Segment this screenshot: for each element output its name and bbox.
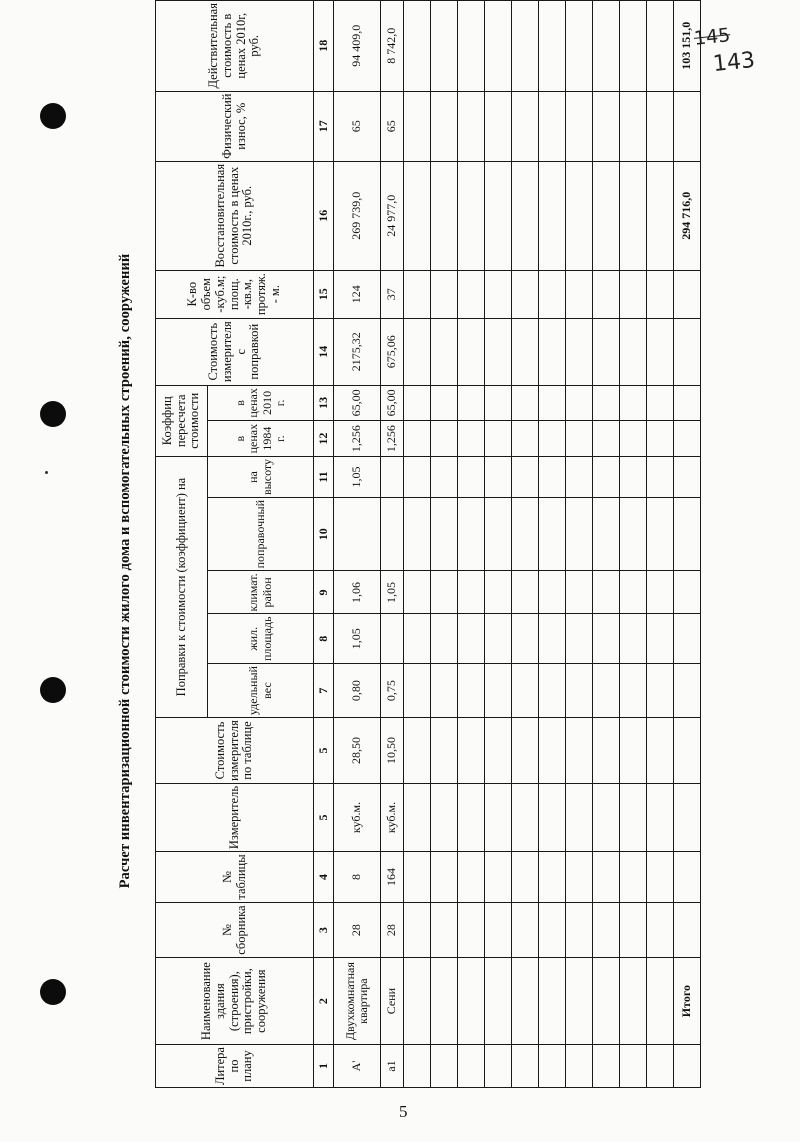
empty-rows — [404, 1, 674, 1088]
cell-empty — [566, 614, 593, 664]
cell-empty — [458, 958, 485, 1045]
cell-empty — [620, 1, 647, 92]
header-izmeritel: Измеритель — [156, 783, 314, 851]
col-number: 14 — [314, 318, 334, 385]
header-popravochny: поправочный — [208, 497, 314, 570]
cell-empty — [431, 958, 458, 1045]
cell-empty — [620, 664, 647, 718]
cell-empty — [593, 318, 620, 385]
cell-empty — [431, 318, 458, 385]
cell-iznos: 65 — [381, 91, 404, 161]
cell-empty — [647, 902, 674, 957]
cell-stoim-popr: 675,06 — [381, 318, 404, 385]
cell-empty — [512, 571, 539, 614]
cell-empty — [593, 161, 620, 270]
empty-row — [593, 1, 620, 1088]
cell-c2010: 65,00 — [334, 385, 381, 421]
cell-empty — [485, 902, 512, 957]
cell-empty — [512, 91, 539, 161]
header-stoim-po-tabl: Стоимость измерителя по таблице — [156, 718, 314, 784]
cell-stoim: 28,50 — [334, 718, 381, 784]
cell-empty — [647, 783, 674, 851]
cell-empty — [620, 385, 647, 421]
cell-empty — [620, 421, 647, 457]
cell-empty — [566, 902, 593, 957]
cell-empty — [431, 421, 458, 457]
cell-empty — [674, 91, 701, 161]
header-litera: Литера по плану — [156, 1045, 314, 1088]
cell-empty — [431, 91, 458, 161]
cell-empty — [404, 421, 431, 457]
cell-empty — [404, 718, 431, 784]
cell-tablitsa: 8 — [334, 852, 381, 903]
cell-udel: 0,80 — [334, 664, 381, 718]
cell-empty — [620, 614, 647, 664]
cell-empty — [458, 1, 485, 92]
cell-empty — [539, 1045, 566, 1088]
cell-empty — [431, 1045, 458, 1088]
header-zhil-pl: жил. площадь — [208, 614, 314, 664]
cell-stoim-popr: 2175,32 — [334, 318, 381, 385]
cell-empty — [647, 318, 674, 385]
cell-empty — [539, 852, 566, 903]
cell-empty — [593, 385, 620, 421]
header-popravki: Поправки к стоимости (коэффициент) на — [156, 457, 208, 718]
cell-empty — [404, 571, 431, 614]
cell-empty — [512, 1, 539, 92]
cell-empty — [674, 457, 701, 498]
empty-row — [647, 1, 674, 1088]
cell-empty — [404, 1045, 431, 1088]
col-number: 9 — [314, 571, 334, 614]
col-number: 12 — [314, 421, 334, 457]
cell-empty — [620, 783, 647, 851]
col-number: 3 — [314, 902, 334, 957]
cell-empty — [512, 852, 539, 903]
empty-row — [404, 1, 431, 1088]
header-c1984: в ценах 1984 г. — [208, 421, 314, 457]
cell-empty — [566, 852, 593, 903]
cell-empty — [566, 783, 593, 851]
cell-empty — [593, 958, 620, 1045]
cell-vosst: 24 977,0 — [381, 161, 404, 270]
valuation-table — [155, 0, 701, 1088]
cell-empty — [566, 385, 593, 421]
cell-empty — [404, 457, 431, 498]
col-number: 2 — [314, 958, 334, 1045]
cell-empty — [485, 783, 512, 851]
cell-empty — [458, 385, 485, 421]
cell-vosst: 269 739,0 — [334, 161, 381, 270]
cell-name: Сени — [381, 958, 404, 1045]
cell-empty — [539, 614, 566, 664]
cell-tablitsa: 164 — [381, 852, 404, 903]
cell-c2010: 65,00 — [381, 385, 404, 421]
cell-empty — [485, 1, 512, 92]
cell-empty — [539, 270, 566, 318]
cell-empty — [458, 161, 485, 270]
cell-empty — [620, 1045, 647, 1088]
empty-row — [620, 1, 647, 1088]
cell-empty — [404, 318, 431, 385]
cell-empty — [539, 1, 566, 92]
cell-kolvo: 37 — [381, 270, 404, 318]
cell-empty — [674, 614, 701, 664]
header-kolvo: К-во объем -куб.м; площ. -кв.м, протяж. - м. — [156, 270, 314, 318]
cell-empty — [593, 1, 620, 92]
cell-empty — [458, 318, 485, 385]
cell-empty — [404, 852, 431, 903]
cell-empty — [593, 457, 620, 498]
cell-empty — [539, 91, 566, 161]
cell-empty — [404, 783, 431, 851]
cell-empty — [485, 91, 512, 161]
cell-empty — [539, 902, 566, 957]
cell-empty — [566, 1045, 593, 1088]
cell-empty — [431, 614, 458, 664]
cell-empty — [431, 161, 458, 270]
cell-empty — [431, 902, 458, 957]
header-tablitsa: № таблицы — [156, 852, 314, 903]
cell-empty — [431, 783, 458, 851]
cell-empty — [674, 718, 701, 784]
cell-empty — [512, 161, 539, 270]
cell-empty — [404, 958, 431, 1045]
cell-empty — [593, 421, 620, 457]
cell-empty — [485, 852, 512, 903]
cell-klim: 1,05 — [381, 571, 404, 614]
header-sbornik: № сборника — [156, 902, 314, 957]
cell-empty — [647, 457, 674, 498]
cell-empty — [458, 852, 485, 903]
cell-empty — [485, 421, 512, 457]
col-number: 1 — [314, 1045, 334, 1088]
cell-c1984: 1,256 — [334, 421, 381, 457]
cell-empty — [539, 783, 566, 851]
cell-empty — [458, 497, 485, 570]
empty-row — [566, 1, 593, 1088]
col-number: 7 — [314, 664, 334, 718]
cell-empty — [458, 421, 485, 457]
cell-empty — [539, 664, 566, 718]
cell-deistv: 8 742,0 — [381, 1, 404, 92]
cell-popr — [334, 497, 381, 570]
cell-empty — [458, 718, 485, 784]
cell-izmeritel: куб.м. — [381, 783, 404, 851]
cell-empty — [674, 421, 701, 457]
col-number: 8 — [314, 614, 334, 664]
cell-empty — [674, 902, 701, 957]
cell-empty — [647, 385, 674, 421]
cell-empty — [512, 385, 539, 421]
cell-empty — [620, 457, 647, 498]
cell-empty — [566, 958, 593, 1045]
col-number: 5 — [314, 783, 334, 851]
cell-empty — [485, 1045, 512, 1088]
cell-empty — [647, 161, 674, 270]
cell-empty — [674, 385, 701, 421]
cell-empty — [674, 497, 701, 570]
cell-popr — [381, 497, 404, 570]
cell-zhil: 1,05 — [334, 614, 381, 664]
cell-empty — [485, 664, 512, 718]
cell-empty — [539, 457, 566, 498]
cell-empty — [404, 385, 431, 421]
cell-empty — [512, 270, 539, 318]
cell-empty — [674, 571, 701, 614]
cell-empty — [593, 571, 620, 614]
cell-empty — [647, 1045, 674, 1088]
cell-empty — [566, 1, 593, 92]
cell-kolvo: 124 — [334, 270, 381, 318]
header-c2010: в ценах 2010 г. — [208, 385, 314, 421]
cell-empty — [566, 318, 593, 385]
header-iznos: Физический износ, % — [156, 91, 314, 161]
cell-empty — [620, 718, 647, 784]
cell-empty — [458, 664, 485, 718]
cell-stoim: 10,50 — [381, 718, 404, 784]
cell-empty — [539, 718, 566, 784]
empty-row — [431, 1, 458, 1088]
cell-empty — [404, 91, 431, 161]
col-number: 15 — [314, 270, 334, 318]
total-deistv: 103 151,0 — [674, 1, 701, 92]
cell-empty — [485, 571, 512, 614]
cell-klim: 1,06 — [334, 571, 381, 614]
cell-empty — [512, 902, 539, 957]
cell-empty — [566, 497, 593, 570]
cell-empty — [647, 91, 674, 161]
cell-empty — [539, 571, 566, 614]
table-row — [334, 1, 381, 1088]
cell-empty — [431, 1, 458, 92]
cell-empty — [512, 783, 539, 851]
page-number: 5 — [399, 1102, 408, 1121]
col-number: 17 — [314, 91, 334, 161]
cell-deistv: 94 409,0 — [334, 1, 381, 92]
cell-udel: 0,75 — [381, 664, 404, 718]
col-number: 16 — [314, 161, 334, 270]
cell-empty — [593, 783, 620, 851]
cell-vys: 1,05 — [334, 457, 381, 498]
cell-empty — [566, 270, 593, 318]
cell-empty — [458, 902, 485, 957]
cell-empty — [620, 161, 647, 270]
cell-empty — [458, 571, 485, 614]
cell-empty — [647, 1, 674, 92]
empty-row — [458, 1, 485, 1088]
cell-empty — [620, 318, 647, 385]
header-vosst: Восстановительная стоимость в ценах 2010г., руб. — [156, 161, 314, 270]
cell-empty — [485, 161, 512, 270]
cell-empty — [566, 421, 593, 457]
cell-empty — [512, 664, 539, 718]
col-number: 13 — [314, 385, 334, 421]
col-number: 10 — [314, 497, 334, 570]
cell-empty — [458, 614, 485, 664]
cell-empty — [647, 270, 674, 318]
cell-empty — [566, 718, 593, 784]
cell-empty — [404, 161, 431, 270]
cell-empty — [593, 270, 620, 318]
cell-empty — [539, 318, 566, 385]
cell-empty — [404, 664, 431, 718]
table-row — [381, 1, 404, 1088]
cell-empty — [431, 664, 458, 718]
cell-empty — [593, 902, 620, 957]
old-page-stamp: 145 — [692, 24, 732, 50]
cell-empty — [512, 958, 539, 1045]
cell-empty — [512, 1045, 539, 1088]
cell-sbornik: 28 — [334, 902, 381, 957]
cell-empty — [404, 270, 431, 318]
cell-empty — [647, 497, 674, 570]
empty-row — [539, 1, 566, 1088]
page-title: Расчет инвентаризационной стоимости жилого дома и вспомогательных строений, сооружений — [117, 253, 133, 889]
cell-empty — [620, 958, 647, 1045]
cell-vys — [381, 457, 404, 498]
total-label: Итого — [674, 958, 701, 1045]
cell-empty — [539, 385, 566, 421]
header-name: Наименование здания (строения), пристройки, сооружения — [156, 958, 314, 1045]
cell-empty — [512, 497, 539, 570]
cell-empty — [404, 497, 431, 570]
total-vosst: 294 716,0 — [674, 161, 701, 270]
cell-empty — [593, 718, 620, 784]
cell-empty — [647, 718, 674, 784]
col-number: 4 — [314, 852, 334, 903]
header-na-vysotu: на высоту — [208, 457, 314, 498]
cell-empty — [566, 161, 593, 270]
cell-empty — [512, 457, 539, 498]
total-row — [674, 1, 701, 1088]
header-klimat: климат. район — [208, 571, 314, 614]
cell-iznos: 65 — [334, 91, 381, 161]
new-page-stamp: 143 — [711, 47, 757, 78]
cell-empty — [593, 664, 620, 718]
empty-row — [512, 1, 539, 1088]
cell-empty — [620, 91, 647, 161]
cell-empty — [620, 571, 647, 614]
cell-empty — [431, 385, 458, 421]
cell-empty — [566, 457, 593, 498]
cell-empty — [539, 421, 566, 457]
cell-empty — [485, 614, 512, 664]
cell-name: Двухкомнатная квартира — [334, 958, 381, 1045]
cell-empty — [512, 718, 539, 784]
cell-empty — [431, 270, 458, 318]
cell-empty — [539, 161, 566, 270]
cell-empty — [566, 571, 593, 614]
cell-empty — [404, 902, 431, 957]
cell-empty — [674, 1045, 701, 1088]
cell-empty — [458, 270, 485, 318]
cell-empty — [647, 852, 674, 903]
cell-empty — [458, 91, 485, 161]
cell-empty — [566, 664, 593, 718]
header-koeff: Коэффиц пересчета стоимости — [156, 385, 208, 456]
cell-c1984: 1,256 — [381, 421, 404, 457]
cell-empty — [593, 614, 620, 664]
cell-empty — [404, 1, 431, 92]
cell-empty — [485, 270, 512, 318]
cell-empty — [512, 318, 539, 385]
cell-empty — [512, 614, 539, 664]
cell-empty — [647, 958, 674, 1045]
cell-empty — [620, 497, 647, 570]
cell-izmeritel: куб.м. — [334, 783, 381, 851]
cell-empty — [539, 958, 566, 1045]
cell-empty — [674, 783, 701, 851]
cell-empty — [485, 385, 512, 421]
header-udel-ves: удельный вес — [208, 664, 314, 718]
cell-empty — [620, 902, 647, 957]
cell-empty — [485, 497, 512, 570]
cell-empty — [674, 852, 701, 903]
column-number-row — [314, 1, 334, 1088]
cell-empty — [647, 571, 674, 614]
cell-empty — [674, 318, 701, 385]
cell-empty — [593, 852, 620, 903]
empty-row — [485, 1, 512, 1088]
cell-empty — [458, 457, 485, 498]
col-number: 5 — [314, 718, 334, 784]
cell-empty — [593, 1045, 620, 1088]
col-number: 18 — [314, 1, 334, 92]
cell-empty — [620, 852, 647, 903]
cell-litera: а1 — [381, 1045, 404, 1088]
cell-sbornik: 28 — [381, 902, 404, 957]
cell-litera: А' — [334, 1045, 381, 1088]
cell-empty — [539, 497, 566, 570]
header-stoim-s-popr: Стоимость измерителя с поправкой — [156, 318, 314, 385]
cell-empty — [431, 457, 458, 498]
cell-empty — [620, 270, 647, 318]
cell-empty — [647, 614, 674, 664]
cell-empty — [485, 457, 512, 498]
cell-empty — [431, 718, 458, 784]
cell-empty — [458, 1045, 485, 1088]
cell-zhil — [381, 614, 404, 664]
cell-empty — [458, 783, 485, 851]
cell-empty — [431, 852, 458, 903]
cell-empty — [485, 958, 512, 1045]
cell-empty — [647, 664, 674, 718]
cell-empty — [674, 664, 701, 718]
cell-empty — [485, 318, 512, 385]
col-number: 11 — [314, 457, 334, 498]
cell-empty — [404, 614, 431, 664]
cell-empty — [431, 497, 458, 570]
valuation-table-wrap — [155, 0, 701, 1088]
cell-empty — [512, 421, 539, 457]
header-deistv: Действительная стоимость в ценах 2010г, руб. — [156, 1, 314, 92]
cell-empty — [593, 91, 620, 161]
cell-empty — [674, 270, 701, 318]
cell-empty — [593, 497, 620, 570]
cell-empty — [647, 421, 674, 457]
cell-empty — [485, 718, 512, 784]
cell-empty — [431, 571, 458, 614]
cell-empty — [566, 91, 593, 161]
